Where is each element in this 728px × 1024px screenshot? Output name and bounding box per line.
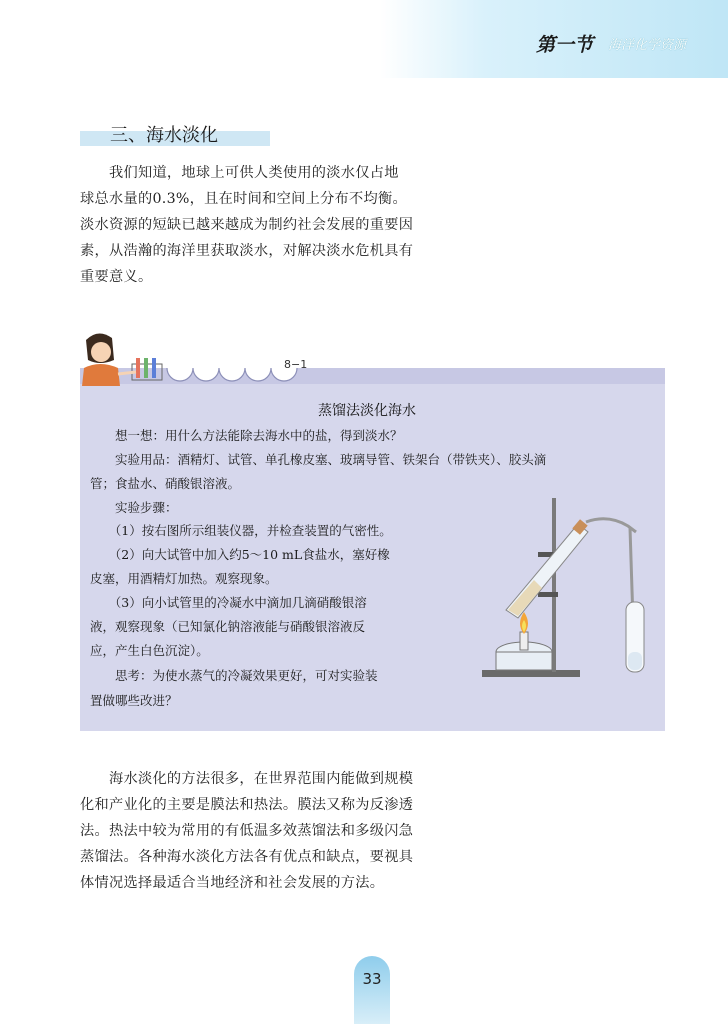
paragraph-line: 体情况选择最适合当地经济和社会发展的方法。 [80, 875, 385, 891]
activity-materials-line1: 实验用品：酒精灯、试管、单孔橡皮塞、玻璃导管、铁架台（带铁夹）、胶头滴 [90, 452, 547, 467]
activity-title: 蒸馏法淡化海水 [318, 403, 416, 419]
student-illustration [80, 330, 166, 386]
paragraph-line: 化和产业化的主要是膜法和热法。膜法又称为反渗透 [80, 797, 414, 813]
paragraph-line: 蒸馏法。各种海水淡化方法各有优点和缺点，要视具 [80, 849, 414, 865]
methods-paragraph [80, 766, 465, 896]
activity-step-2-line1: （2）向大试管中加入约5～10 mL食盐水，塞好橡 [90, 547, 390, 562]
activity-steps-label: 实验步骤： [90, 500, 178, 515]
header-chapter-title: 海洋化学资源 [608, 38, 687, 53]
paragraph-line: 素，从浩瀚的海洋里获取淡水，对解决淡水危机具有 [80, 243, 414, 259]
activity-reflect-line2: 置做哪些改进？ [90, 693, 178, 708]
paragraph-line: 淡水资源的短缺已越来越成为制约社会发展的重要因 [80, 217, 414, 233]
intro-paragraph [80, 160, 465, 290]
activity-step-3-line3: 应，产生白色沉淀）。 [90, 643, 209, 658]
header-section-label: 第一节 [536, 34, 594, 56]
activity-think: 想一想：用什么方法能除去海水中的盐，得到淡水？ [90, 428, 403, 443]
page-number: 33 [362, 970, 382, 988]
paragraph-line: 球总水量的0.3%，且在时间和空间上分布不均衡。 [80, 191, 407, 207]
paragraph-line: 我们知道，地球上可供人类使用的淡水仅占地 [80, 165, 399, 181]
activity-step-2-line2: 皮塞，用酒精灯加热。观察现象。 [90, 571, 278, 586]
activity-step-3-line1: （3）向小试管里的冷凝水中滴加几滴硝酸银溶 [90, 595, 367, 610]
section-heading: 三、海水淡化 [110, 125, 218, 146]
activity-materials-line2: 管；食盐水、硝酸银溶液。 [90, 476, 241, 491]
page-number-tab [354, 956, 390, 1024]
activity-step-1: （1）按右图所示组装仪器，并检查装置的气密性。 [90, 523, 392, 538]
paragraph-line: 重要意义。 [80, 269, 153, 285]
activity-step-3-line2: 液，观察现象（已知氯化钠溶液能与硝酸银溶液反 [90, 619, 366, 634]
activity-reflect-line1: 思考：为使水蒸气的冷凝效果更好，可对实验装 [90, 668, 378, 683]
activity-number: 8−1 [284, 358, 308, 371]
paragraph-line: 法。热法中较为常用的有低温多效蒸馏法和多级闪急 [80, 823, 414, 839]
paragraph-line: 海水淡化的方法很多，在世界范围内能做到规模 [80, 771, 414, 787]
distillation-apparatus-illustration [478, 492, 658, 684]
